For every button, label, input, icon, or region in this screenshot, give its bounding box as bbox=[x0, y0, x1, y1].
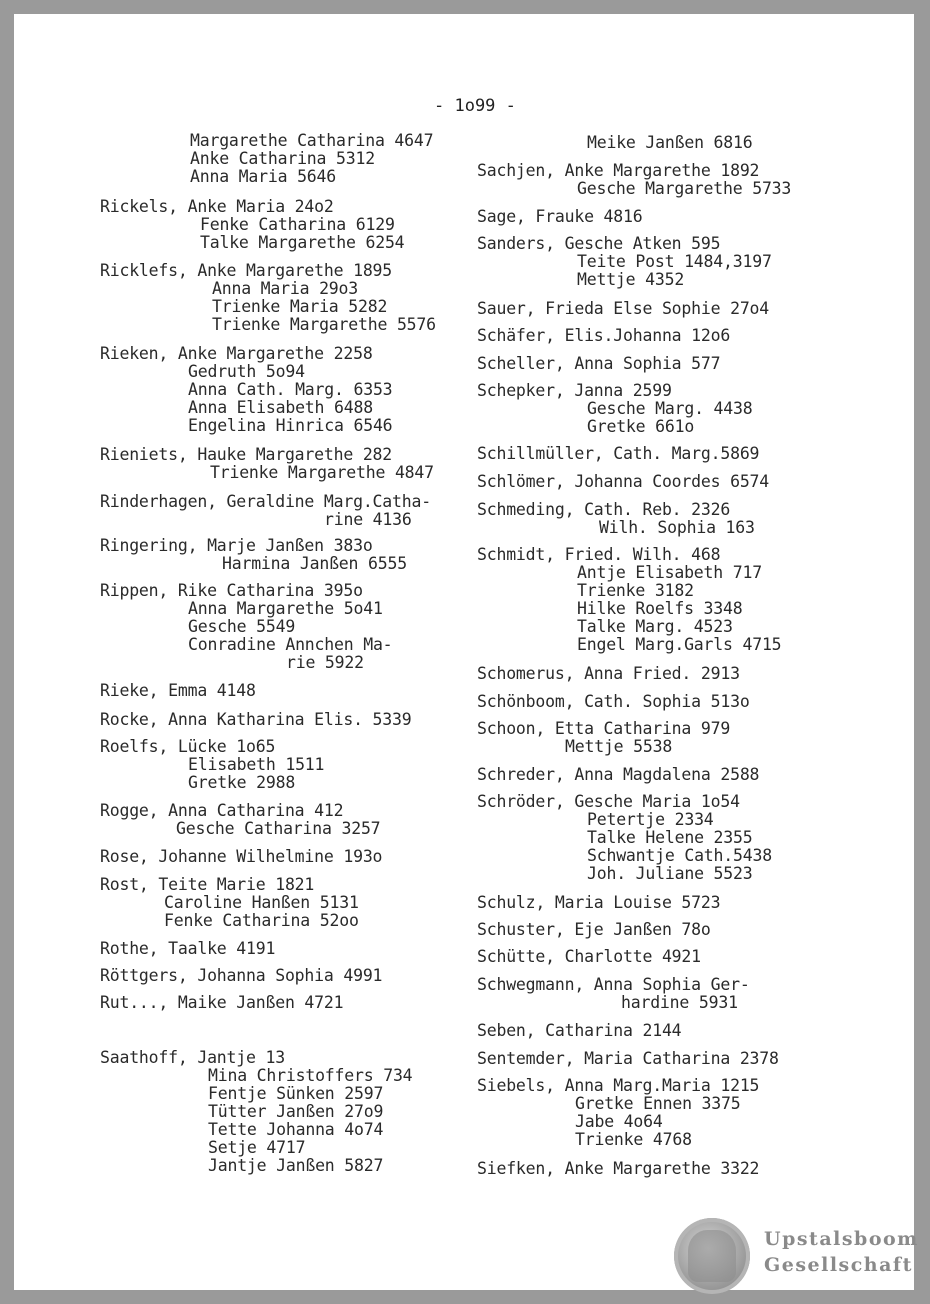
entry-line: Rieken, Anke Margarethe 2258 bbox=[100, 344, 373, 363]
entry-line: Sanders, Gesche Atken 595 bbox=[477, 234, 721, 253]
entry-line: Teite Post 1484,3197 bbox=[577, 252, 772, 271]
entry-line: Roelfs, Lücke 1o65 bbox=[100, 737, 276, 756]
entry-line: Anke Catharina 5312 bbox=[190, 149, 375, 168]
society-seal-logo bbox=[674, 1218, 750, 1294]
entry-line: Scheller, Anna Sophia 577 bbox=[477, 354, 721, 373]
entry-line: Rickels, Anke Maria 24o2 bbox=[100, 197, 334, 216]
entry-line: Rinderhagen, Geraldine Marg.Catha- bbox=[100, 492, 431, 511]
entry-line: Talke Helene 2355 bbox=[587, 828, 753, 847]
entry-line: Anna Maria 29o3 bbox=[212, 279, 359, 298]
brand-name-line2: Gesellschaft bbox=[764, 1254, 913, 1276]
register-entry bbox=[477, 382, 752, 436]
entry-line: Rogge, Anna Catharina 412 bbox=[100, 801, 344, 820]
entry-line: Schönboom, Cath. Sophia 513o bbox=[477, 692, 750, 711]
entry-line: Gretke 2988 bbox=[188, 773, 296, 792]
register-entry bbox=[477, 766, 759, 784]
register-entry bbox=[100, 493, 431, 529]
entry-line: Ringering, Marje Janßen 383o bbox=[100, 536, 373, 555]
entry-line: Margarethe Catharina 4647 bbox=[190, 131, 434, 150]
entry-line: rine 4136 bbox=[324, 510, 412, 529]
entry-line: Schröder, Gesche Maria 1o54 bbox=[477, 792, 740, 811]
register-entry bbox=[477, 208, 642, 226]
entry-line: Harmina Janßen 6555 bbox=[222, 554, 407, 573]
entry-line: Elisabeth 1511 bbox=[188, 755, 325, 774]
register-entry bbox=[477, 546, 781, 654]
register-entry bbox=[477, 793, 772, 883]
entry-line: Tütter Janßen 27o9 bbox=[208, 1102, 384, 1121]
entry-line: Gedruth 5o94 bbox=[188, 362, 305, 381]
register-entry bbox=[190, 132, 433, 186]
entry-line: Mettje 4352 bbox=[577, 270, 685, 289]
register-entry bbox=[100, 967, 382, 985]
entry-line: Trienke Maria 5282 bbox=[212, 297, 388, 316]
entry-line: Hilke Roelfs 3348 bbox=[577, 599, 743, 618]
entry-line: Trienke 4768 bbox=[575, 1130, 692, 1149]
register-entry bbox=[477, 355, 720, 373]
register-entry bbox=[100, 446, 434, 482]
entry-line: Jantje Janßen 5827 bbox=[208, 1156, 384, 1175]
entry-line: Sage, Frauke 4816 bbox=[477, 207, 643, 226]
register-entry bbox=[477, 921, 711, 939]
entry-line: Rieniets, Hauke Margarethe 282 bbox=[100, 445, 393, 464]
register-entry bbox=[477, 327, 730, 345]
entry-line: Schomerus, Anna Fried. 2913 bbox=[477, 664, 740, 683]
entry-line: Rothe, Taalke 4191 bbox=[100, 939, 276, 958]
brand-name-line1: Upstalsboom bbox=[764, 1228, 919, 1250]
entry-line: Rut..., Maike Janßen 4721 bbox=[100, 993, 344, 1012]
entry-line: Engelina Hinrica 6546 bbox=[188, 416, 393, 435]
register-entry bbox=[100, 262, 436, 334]
register-entry bbox=[100, 711, 411, 729]
register-entry bbox=[587, 134, 752, 152]
entry-line: Gesche Catharina 3257 bbox=[176, 819, 381, 838]
entry-line: Schreder, Anna Magdalena 2588 bbox=[477, 765, 760, 784]
entry-line: Conradine Annchen Ma- bbox=[188, 635, 393, 654]
register-entry bbox=[100, 537, 407, 573]
entry-line: Seben, Catharina 2144 bbox=[477, 1021, 682, 1040]
register-entry bbox=[477, 1022, 681, 1040]
entry-line: Engel Marg.Garls 4715 bbox=[577, 635, 782, 654]
register-entry bbox=[100, 582, 392, 672]
register-entry bbox=[100, 848, 382, 866]
entry-line: Setje 4717 bbox=[208, 1138, 306, 1157]
entry-line: Siebels, Anna Marg.Maria 1215 bbox=[477, 1076, 760, 1095]
entry-line: Wilh. Sophia 163 bbox=[599, 518, 755, 537]
entry-line: Fenke Catharina 6129 bbox=[200, 215, 395, 234]
entry-line: Anna Cath. Marg. 6353 bbox=[188, 380, 393, 399]
entry-line: Siefken, Anke Margarethe 3322 bbox=[477, 1159, 760, 1178]
entry-line: Gretke 661o bbox=[587, 417, 695, 436]
entry-line: Anna Elisabeth 6488 bbox=[188, 398, 373, 417]
entry-line: rie 5922 bbox=[286, 653, 364, 672]
register-entry bbox=[477, 501, 755, 537]
entry-line: Schmidt, Fried. Wilh. 468 bbox=[477, 545, 721, 564]
entry-line: Gretke Ennen 3375 bbox=[575, 1094, 741, 1113]
entry-line: Rose, Johanne Wilhelmine 193o bbox=[100, 847, 383, 866]
register-entry bbox=[477, 665, 740, 683]
register-entry bbox=[100, 345, 392, 435]
entry-line: Mettje 5538 bbox=[565, 737, 673, 756]
register-entry bbox=[100, 876, 359, 930]
register-entry bbox=[100, 198, 404, 252]
page-number: - 1o99 - bbox=[434, 96, 516, 116]
entry-line: Gesche 5549 bbox=[188, 617, 296, 636]
entry-line: Schepker, Janna 2599 bbox=[477, 381, 672, 400]
register-entry bbox=[100, 802, 380, 838]
entry-line: Anna Maria 5646 bbox=[190, 167, 337, 186]
register-entry bbox=[477, 473, 769, 491]
entry-line: Gesche Marg. 4438 bbox=[587, 399, 753, 418]
entry-line: Schillmüller, Cath. Marg.5869 bbox=[477, 444, 760, 463]
entry-line: Schuster, Eje Janßen 78o bbox=[477, 920, 711, 939]
register-entry bbox=[477, 976, 750, 1012]
entry-line: Sentemder, Maria Catharina 2378 bbox=[477, 1049, 779, 1068]
entry-line: Tette Johanna 4o74 bbox=[208, 1120, 384, 1139]
register-entry bbox=[100, 994, 343, 1012]
register-entry bbox=[477, 1077, 759, 1149]
entry-line: hardine 5931 bbox=[621, 993, 738, 1012]
register-entry bbox=[477, 948, 701, 966]
entry-line: Trienke 3182 bbox=[577, 581, 694, 600]
entry-line: Schwegmann, Anna Sophia Ger- bbox=[477, 975, 750, 994]
entry-line: Ricklefs, Anke Margarethe 1895 bbox=[100, 261, 393, 280]
entry-line: Schulz, Maria Louise 5723 bbox=[477, 893, 721, 912]
entry-line: Talke Margarethe 6254 bbox=[200, 233, 405, 252]
entry-line: Rieke, Emma 4148 bbox=[100, 681, 256, 700]
register-entry bbox=[100, 940, 275, 958]
entry-line: Joh. Juliane 5523 bbox=[587, 864, 753, 883]
entry-line: Jabe 4o64 bbox=[575, 1112, 663, 1131]
entry-line: Trienke Margarethe 5576 bbox=[212, 315, 436, 334]
entry-line: Schoon, Etta Catharina 979 bbox=[477, 719, 731, 738]
entry-line: Rost, Teite Marie 1821 bbox=[100, 875, 315, 894]
register-entry bbox=[477, 162, 791, 198]
entry-line: Schäfer, Elis.Johanna 12o6 bbox=[477, 326, 731, 345]
register-entry bbox=[100, 738, 324, 792]
register-entry bbox=[477, 1050, 779, 1068]
entry-line: Röttgers, Johanna Sophia 4991 bbox=[100, 966, 383, 985]
entry-line: Fenke Catharina 52oo bbox=[164, 911, 359, 930]
entry-line: Gesche Margarethe 5733 bbox=[577, 179, 792, 198]
entry-line: Anna Margarethe 5o41 bbox=[188, 599, 383, 618]
entry-line: Trienke Margarethe 4847 bbox=[210, 463, 434, 482]
entry-line: Talke Marg. 4523 bbox=[577, 617, 733, 636]
register-entry bbox=[477, 1160, 759, 1178]
register-entry bbox=[477, 693, 750, 711]
entry-line: Schlömer, Johanna Coordes 6574 bbox=[477, 472, 770, 491]
register-entry bbox=[477, 894, 720, 912]
entry-line: Mina Christoffers 734 bbox=[208, 1066, 413, 1085]
register-entry bbox=[100, 1049, 412, 1175]
entry-line: Rocke, Anna Katharina Elis. 5339 bbox=[100, 710, 412, 729]
entry-line: Saathoff, Jantje 13 bbox=[100, 1048, 285, 1067]
entry-line: Fentje Sünken 2597 bbox=[208, 1084, 384, 1103]
entry-line: Schütte, Charlotte 4921 bbox=[477, 947, 701, 966]
register-entry bbox=[477, 720, 730, 756]
entry-line: Sauer, Frieda Else Sophie 27o4 bbox=[477, 299, 770, 318]
entry-line: Caroline Hanßen 5131 bbox=[164, 893, 359, 912]
document-page bbox=[14, 14, 919, 1290]
register-entry bbox=[100, 682, 256, 700]
entry-line: Sachjen, Anke Margarethe 1892 bbox=[477, 161, 760, 180]
entry-line: Antje Elisabeth 717 bbox=[577, 563, 762, 582]
register-entry bbox=[477, 235, 772, 289]
entry-line: Meike Janßen 6816 bbox=[587, 133, 753, 152]
register-entry bbox=[477, 445, 759, 463]
entry-line: Rippen, Rike Catharina 395o bbox=[100, 581, 363, 600]
entry-line: Schwantje Cath.5438 bbox=[587, 846, 772, 865]
entry-line: Schmeding, Cath. Reb. 2326 bbox=[477, 500, 731, 519]
entry-line: Petertje 2334 bbox=[587, 810, 714, 829]
register-entry bbox=[477, 300, 769, 318]
